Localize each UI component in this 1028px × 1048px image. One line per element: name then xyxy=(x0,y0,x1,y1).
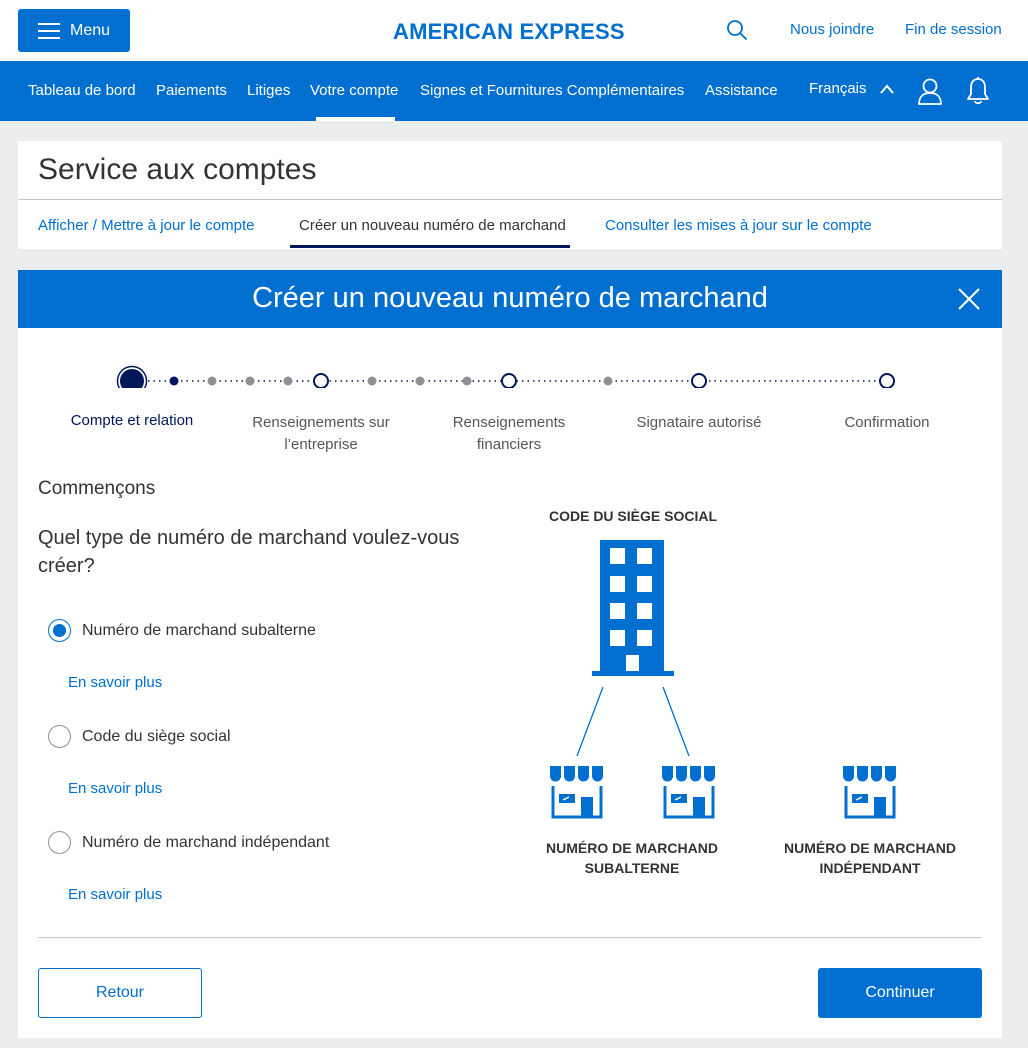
nav-item-payments[interactable]: Paiements xyxy=(156,82,227,99)
bell-icon[interactable] xyxy=(966,76,990,106)
search-icon[interactable] xyxy=(726,19,748,41)
learn-more-link[interactable]: En savoir plus xyxy=(68,674,163,691)
close-icon[interactable] xyxy=(957,287,981,311)
language-selector[interactable]: Français xyxy=(809,80,867,97)
tab-view-update-account[interactable]: Afficher / Mettre à jour le compte xyxy=(38,217,255,234)
step-label-account: Compte et relation xyxy=(70,412,194,429)
connector-lines xyxy=(568,684,698,760)
stepper-track xyxy=(18,328,1002,388)
main-nav xyxy=(0,61,1028,121)
tab-create-merchant-number[interactable]: Créer un nouveau numéro de marchand xyxy=(299,217,566,234)
divider xyxy=(18,199,1002,200)
step-label-financial: Renseignements financiers xyxy=(452,414,566,453)
learn-more-link[interactable]: En savoir plus xyxy=(68,780,163,797)
contact-link[interactable]: Nous joindre xyxy=(790,21,875,38)
wizard-card xyxy=(18,270,1002,1038)
option-label: Numéro de marchand subalterne xyxy=(82,621,316,639)
menu-button-label: Menu xyxy=(70,21,111,39)
nav-item-assistance[interactable]: Assistance xyxy=(705,82,778,99)
learn-more-link[interactable]: En savoir plus xyxy=(68,886,163,903)
intro-heading: Commençons xyxy=(38,478,156,499)
sub-merchant-label: NUMÉRO DE MARCHAND SUBALTERNE xyxy=(546,840,718,876)
option-sub-merchant[interactable] xyxy=(48,619,316,642)
top-bar xyxy=(0,0,1028,61)
store-icon xyxy=(549,764,605,820)
tab-view-account-updates[interactable]: Consulter les mises à jour sur le compte xyxy=(605,217,872,234)
step-label-confirmation: Confirmation xyxy=(844,414,930,431)
nav-item-your-account[interactable]: Votre compte xyxy=(310,82,399,99)
hamburger-icon xyxy=(38,23,60,39)
nav-item-supplies[interactable]: Signes et Fournitures Complémentaires xyxy=(420,82,685,99)
divider xyxy=(38,937,982,938)
account-service-card xyxy=(18,141,1002,249)
hq-label: CODE DU SIÈGE SOCIAL xyxy=(548,508,718,524)
back-button[interactable]: Retour xyxy=(38,968,202,1018)
amex-logo[interactable]: AMERICAN EXPRESS xyxy=(393,19,625,44)
step-label-signatory: Signataire autorisé xyxy=(636,414,762,431)
continue-button[interactable]: Continuer xyxy=(818,968,982,1018)
wizard-header xyxy=(18,270,1002,328)
option-independent[interactable] xyxy=(48,831,329,854)
building-icon xyxy=(592,540,674,678)
nav-active-indicator xyxy=(316,117,395,121)
radio-independent[interactable] xyxy=(48,831,71,854)
chevron-up-icon[interactable] xyxy=(879,83,895,95)
page-title: Service aux comptes xyxy=(38,153,317,186)
wizard-title: Créer un nouveau numéro de marchand xyxy=(252,282,768,314)
menu-button[interactable] xyxy=(18,9,130,52)
user-icon[interactable] xyxy=(917,77,943,105)
option-label: Code du siège social xyxy=(82,727,231,745)
independent-merchant-label: NUMÉRO DE MARCHAND INDÉPENDANT xyxy=(784,840,956,876)
option-head-office[interactable] xyxy=(48,725,231,748)
logout-link[interactable]: Fin de session xyxy=(905,21,1002,38)
progress-stepper xyxy=(18,328,1002,468)
option-label: Numéro de marchand indépendant xyxy=(82,833,330,851)
radio-sub-merchant[interactable] xyxy=(48,619,71,642)
nav-item-disputes[interactable]: Litiges xyxy=(247,82,291,99)
nav-item-dashboard[interactable]: Tableau de bord xyxy=(28,82,136,99)
question-text: Quel type de numéro de marchand voulez-vous créer? xyxy=(38,527,460,577)
store-icon xyxy=(661,764,717,820)
radio-head-office[interactable] xyxy=(48,725,71,748)
store-icon xyxy=(842,764,898,820)
step-label-business: Renseignements sur l’entreprise xyxy=(252,414,390,453)
tab-active-indicator xyxy=(290,245,570,248)
